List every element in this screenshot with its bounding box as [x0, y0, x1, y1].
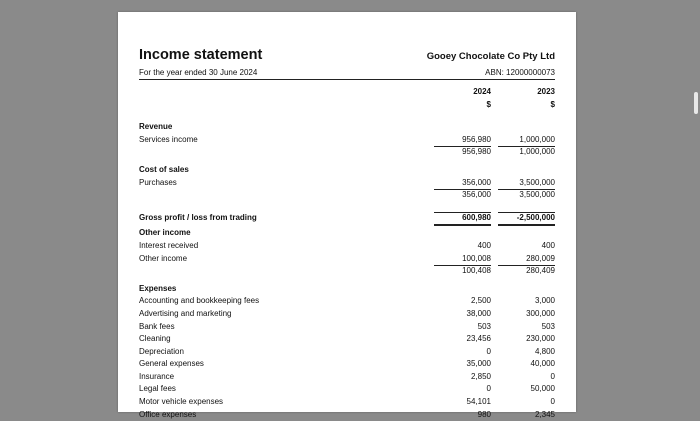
income-table [139, 86, 555, 421]
section-heading-cost-of-sales: Cost of sales [139, 164, 189, 174]
column-year-2023: 2023 [537, 87, 555, 96]
table-row: Purchases 356,000 3,500,000 [139, 177, 555, 187]
header-divider [139, 79, 555, 80]
abn-label: ABN: 12000000073 [485, 68, 555, 77]
document-title: Income statement [139, 47, 263, 63]
table-row: Office expenses 980 2,345 [139, 409, 555, 419]
column-year-row [139, 86, 555, 99]
column-unit-2024: $ [486, 99, 491, 109]
viewer-scrollbar[interactable] [692, 0, 700, 406]
document-page [118, 12, 576, 419]
table-row: Other income 100,008 280,009 [139, 253, 555, 263]
subtotal-row-other-income: 100,408 280,409 [139, 265, 555, 278]
table-row: Insurance 2,850 0 [139, 371, 555, 381]
table-row: Cleaning 23,456 230,000 [139, 334, 555, 344]
table-row: General expenses 35,000 40,000 [139, 359, 555, 369]
table-row: Services income 956,980 1,000,000 [139, 134, 555, 144]
table-row: Depreciation 0 4,800 [139, 346, 555, 356]
table-row: Legal fees 0 50,000 [139, 384, 555, 394]
subtotal-row-cost-of-sales: 356,000 3,500,000 [139, 189, 555, 202]
scrollbar-thumb[interactable] [694, 92, 698, 114]
table-row: Accounting and bookkeeping fees 2,500 3,000 [139, 296, 555, 306]
gross-profit-row: Gross profit / loss from trading 600,980 -2,500,000 [139, 212, 555, 222]
section-heading-revenue: Revenue [139, 122, 173, 132]
section-heading-other-income: Other income [139, 228, 191, 238]
table-row: Bank fees 503 503 [139, 321, 555, 331]
subtotal-row-revenue: 956,980 1,000,000 [139, 146, 555, 159]
table-row: Advertising and marketing 38,000 300,000 [139, 308, 555, 318]
company-name: Gooey Chocolate Co Pty Ltd [426, 51, 555, 62]
section-heading-expenses: Expenses [139, 283, 177, 293]
table-row: Motor vehicle expenses 54,101 0 [139, 397, 555, 407]
column-unit-2023: $ [550, 99, 555, 109]
table-row: Interest received 400 400 [139, 240, 555, 250]
column-unit-row [139, 99, 555, 112]
period-label: For the year ended 30 June 2024 [139, 68, 258, 77]
column-year-2024: 2024 [473, 87, 491, 96]
